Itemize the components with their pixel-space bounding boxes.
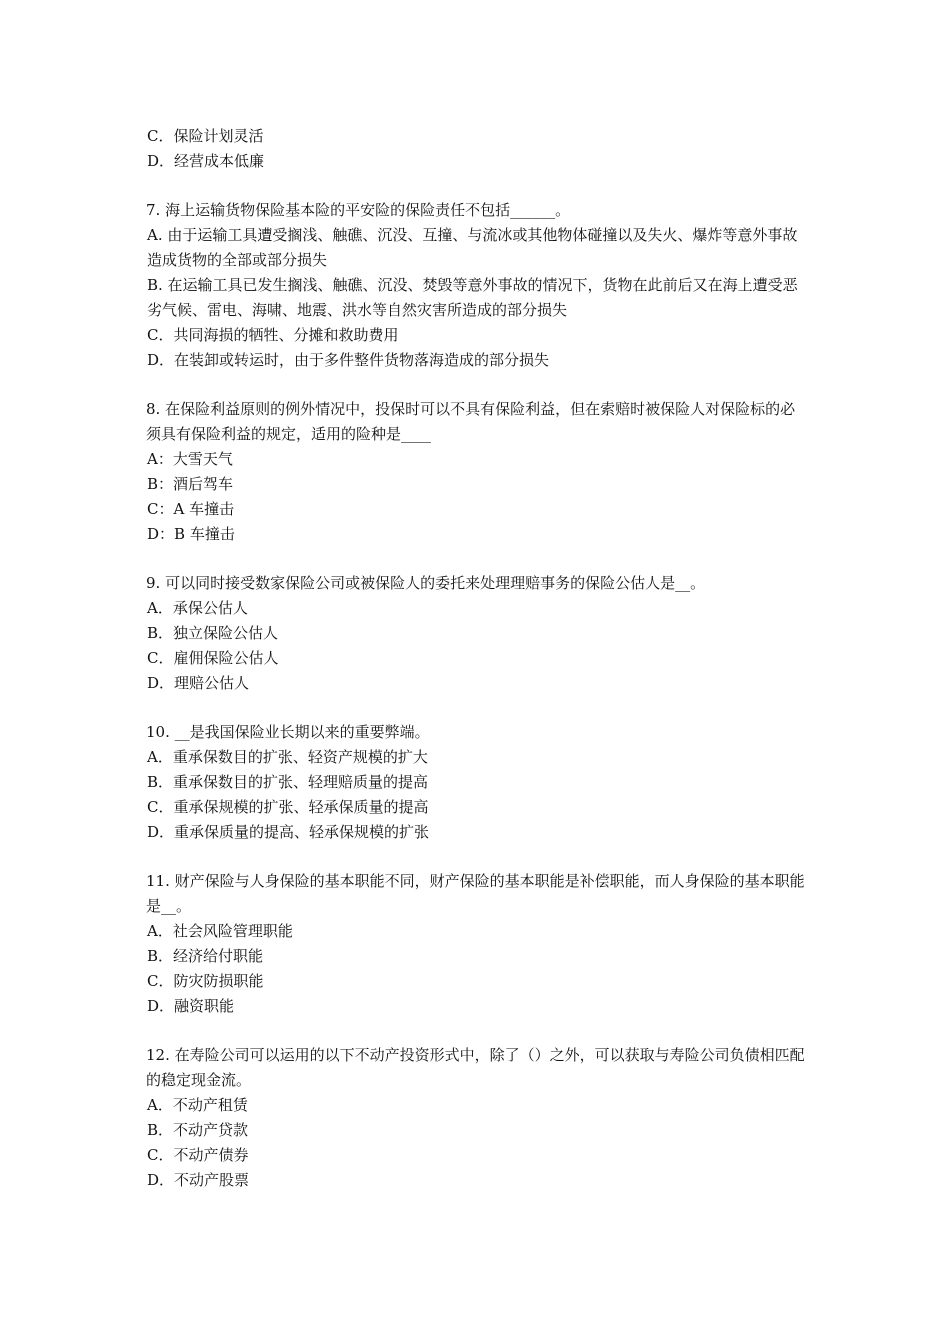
spacer xyxy=(146,373,810,397)
q8-option-b: B：酒后驾车 xyxy=(147,475,234,493)
q9-stem: 9. 可以同时接受数家保险公司或被保险人的委托来处理理赔事务的保险公估人是__。 xyxy=(146,574,706,592)
q8-option-d: D：B 车撞击 xyxy=(147,525,235,543)
q8-option-c: C：A 车撞击 xyxy=(147,500,235,518)
q7-option-c: C．共同海损的牺牲、分摊和救助费用 xyxy=(147,326,399,344)
spacer xyxy=(146,696,810,720)
q12-option-c: C．不动产债券 xyxy=(147,1146,249,1164)
document-body xyxy=(146,124,810,1193)
q6-option-c: C．保险计划灵活 xyxy=(147,127,264,145)
q10-option-c: C．重承保规模的扩张、轻承保质量的提高 xyxy=(147,798,429,816)
q12-option-d: D．不动产股票 xyxy=(147,1171,250,1189)
q9-option-a: A．承保公估人 xyxy=(147,599,248,617)
q8-option-a: A：大雪天气 xyxy=(147,450,233,468)
q7-option-b: B. 在运输工具已发生搁浅、触礁、沉没、焚毁等意外事故的情况下，货物在此前后又在海上遭受恶劣气候、雷电、海啸、地震、洪水等自然灾害所造成的部分损失 xyxy=(147,276,798,319)
q7-option-a: A. 由于运输工具遭受搁浅、触礁、沉没、互撞、与流冰或其他物体碰撞以及失火、爆炸等意外事故造成货物的全部或部分损失 xyxy=(147,226,798,269)
q12-option-a: A．不动产租赁 xyxy=(147,1096,248,1114)
q6-option-d: D．经营成本低廉 xyxy=(147,152,265,170)
spacer xyxy=(146,547,810,571)
q11-option-c: C．防灾防损职能 xyxy=(147,972,264,990)
q9-option-d: D．理赔公估人 xyxy=(147,674,250,692)
q11-option-d: D．融资职能 xyxy=(147,997,235,1015)
q10-stem: 10. __是我国保险业长期以来的重要弊端。 xyxy=(146,723,430,741)
q11-option-a: A．社会风险管理职能 xyxy=(147,922,293,940)
q10-option-a: A．重承保数目的扩张、轻资产规模的扩大 xyxy=(147,748,428,766)
q11-stem: 11. 财产保险与人身保险的基本职能不同，财产保险的基本职能是补偿职能，而人身保险的基本职能是__。 xyxy=(146,872,805,915)
q10-option-d: D．重承保质量的提高、轻承保规模的扩张 xyxy=(147,823,430,841)
q8-stem: 8. 在保险利益原则的例外情况中，投保时可以不具有保险利益，但在索赔时被保险人对保险标的必须具有保险利益的规定，适用的险种是____ xyxy=(146,400,796,443)
spacer xyxy=(146,845,810,869)
spacer xyxy=(146,1019,810,1043)
q7-stem: 7. 海上运输货物保险基本险的平安险的保险责任不包括______。 xyxy=(146,201,571,219)
q9-option-b: B．独立保险公估人 xyxy=(147,624,279,642)
spacer xyxy=(146,174,810,198)
q9-option-c: C．雇佣保险公估人 xyxy=(147,649,279,667)
q7-option-d: D．在装卸或转运时，由于多件整件货物落海造成的部分损失 xyxy=(147,351,550,369)
q12-stem: 12. 在寿险公司可以运用的以下不动产投资形式中，除了（）之外，可以获取与寿险公司负债相匹配的稳定现金流。 xyxy=(146,1046,805,1089)
q10-option-b: B．重承保数目的扩张、轻理赔质量的提高 xyxy=(147,773,429,791)
q11-option-b: B．经济给付职能 xyxy=(147,947,264,965)
q12-option-b: B．不动产贷款 xyxy=(147,1121,249,1139)
